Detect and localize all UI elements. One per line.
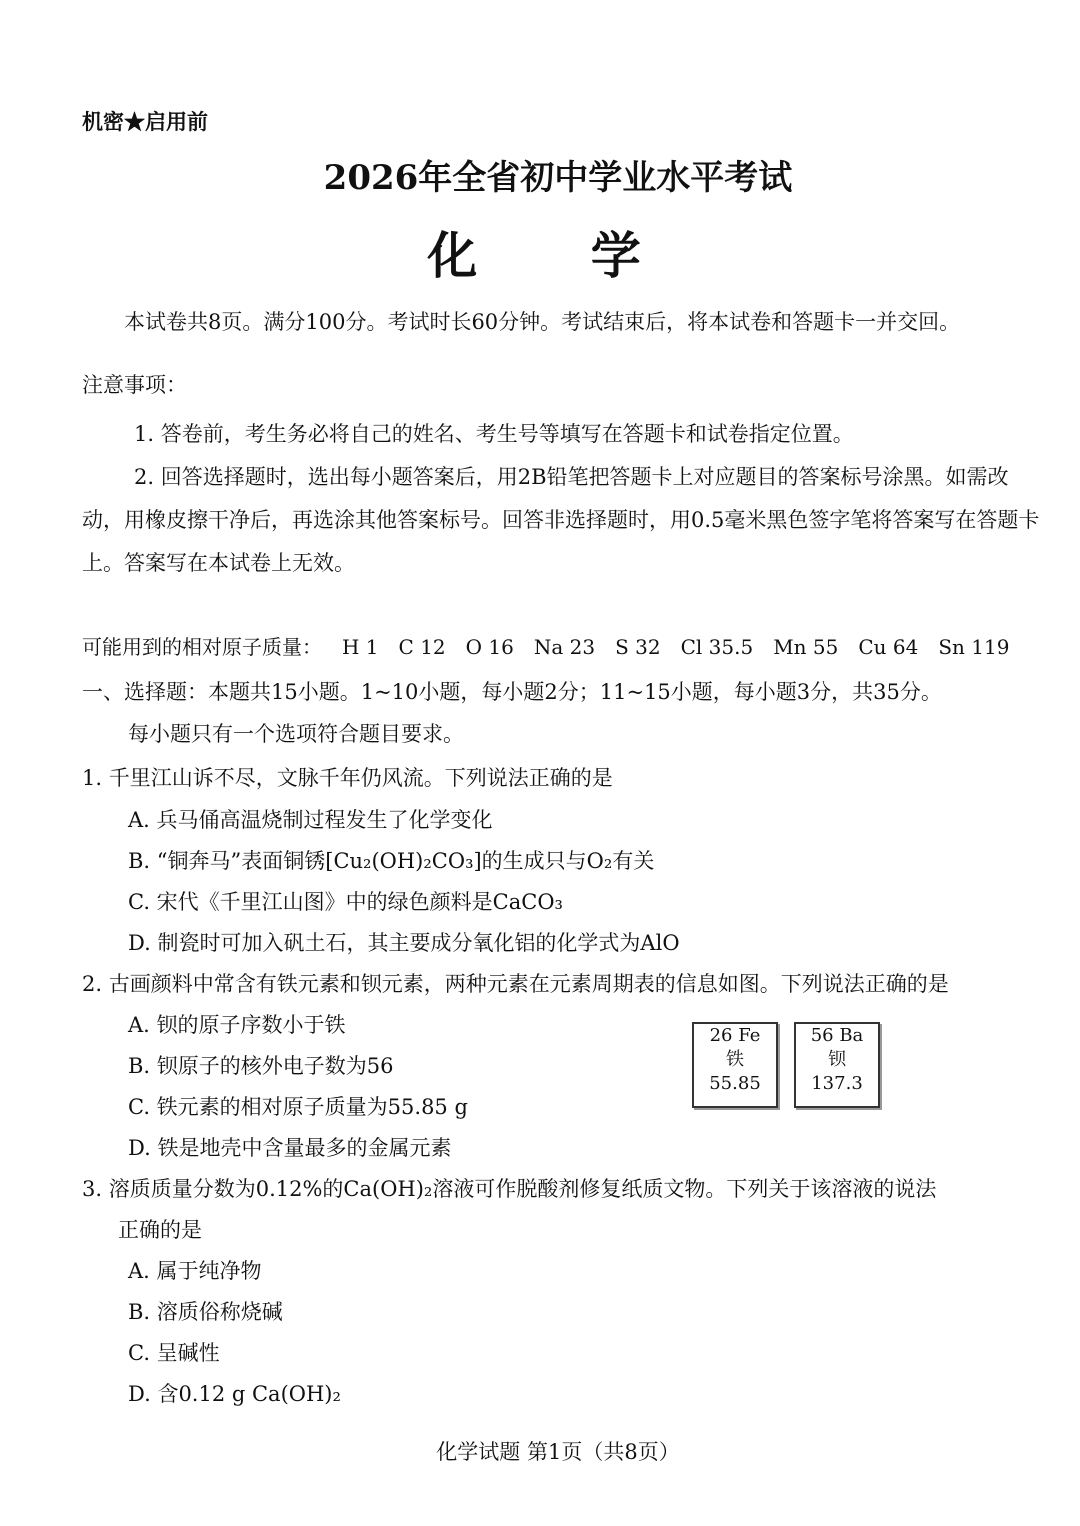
q2-option-b: B. 钡原子的核外电子数为56: [128, 1054, 394, 1078]
q2-stem: 2. 古画颜料中常含有铁元素和钡元素，两种元素在元素周期表的信息如图。下列说法正确的是: [82, 972, 949, 996]
mass-cl: Cl 35.5: [680, 635, 754, 659]
q1-option-d: D. 制瓷时可加入矾土石，其主要成分氧化铝的化学式为AlO: [128, 931, 680, 955]
mass-o: O 16: [465, 635, 514, 659]
q3-option-a: A. 属于纯净物: [128, 1259, 262, 1283]
mass-h: H 1: [342, 635, 379, 659]
q1-option-c: C. 宋代《千里江山图》中的绿色颜料是CaCO₃: [128, 890, 563, 914]
atomic-masses: [82, 631, 1009, 660]
mass-sn: Sn 119: [938, 635, 1010, 659]
element-tile-fe: [692, 1022, 778, 1108]
fe-number-symbol: 26 Fe: [709, 1025, 761, 1046]
q1-stem: 1. 千里江山诉不尽，文脉千年仍风流。下列说法正确的是: [82, 766, 613, 790]
element-tile-ba: [794, 1022, 880, 1108]
q1-option-b: B. “铜奔马”表面铜锈[Cu₂(OH)₂CO₃]的生成只与O₂有关: [128, 849, 655, 873]
fe-name: 铁: [726, 1049, 744, 1070]
exam-title: 2026年全省初中学业水平考试: [323, 158, 793, 198]
q2-option-d: D. 铁是地壳中含量最多的金属元素: [128, 1136, 452, 1160]
notice-item-2: 2. 回答选择题时，选出每小题答案后，用2B铅笔把答题卡上对应题目的答案标号涂黑。如需改动，用橡皮擦干净后，再选涂其他答案标号。回答非选择题时，用0.5毫米黑色签字笔将答案写在答题卡上。答案写在本试卷上无效。: [82, 465, 1040, 575]
ba-name: 钡: [828, 1049, 846, 1070]
q3-stem: 3. 溶质质量分数为0.12%的Ca(OH)₂溶液可作脱酸剂修复纸质文物。下列关于该溶液的说法: [82, 1177, 937, 1201]
q3-option-c: C. 呈碱性: [128, 1341, 220, 1365]
intro-text: 本试卷共8页。满分100分。考试时长60分钟。考试结束后，将本试卷和答题卡一并交回。: [124, 310, 961, 334]
confidential-mark: 机密★启用前: [82, 109, 208, 134]
fe-mass: 55.85: [709, 1073, 761, 1094]
q3-option-b: B. 溶质俗称烧碱: [128, 1300, 283, 1324]
q2-option-c: C. 铁元素的相对原子质量为55.85 g: [128, 1095, 468, 1119]
mass-na: Na 23: [533, 635, 596, 659]
mass-mn: Mn 55: [773, 635, 839, 659]
notice-item-1: 1. 答卷前，考生务必将自己的姓名、考生号等填写在答题卡和试卷指定位置。: [134, 422, 854, 446]
q1-option-a: A. 兵马俑高温烧制过程发生了化学变化: [128, 808, 493, 832]
q3-stem-line2: 正确的是: [118, 1218, 202, 1242]
mass-s: S 32: [615, 635, 661, 659]
page-footer: 化学试题 第1页（共8页）: [436, 1440, 680, 1464]
mass-cu: Cu 64: [858, 635, 919, 659]
notice-heading: 注意事项：: [82, 373, 187, 397]
atomic-masses-label: 可能用到的相对原子质量：: [82, 635, 322, 659]
q2-option-a: A. 钡的原子序数小于铁: [128, 1013, 346, 1037]
q3-option-d: D. 含0.12 g Ca(OH)₂: [128, 1382, 341, 1406]
section-heading: 一、选择题：本题共15小题。1~10小题，每小题2分；11~15小题，每小题3分，共35分。: [82, 680, 942, 704]
ba-number-symbol: 56 Ba: [810, 1025, 864, 1046]
ba-mass: 137.3: [811, 1073, 863, 1094]
section-heading-line2: 每小题只有一个选项符合题目要求。: [128, 722, 464, 746]
mass-c: C 12: [398, 635, 446, 659]
subject-title: 化 学: [427, 226, 689, 285]
